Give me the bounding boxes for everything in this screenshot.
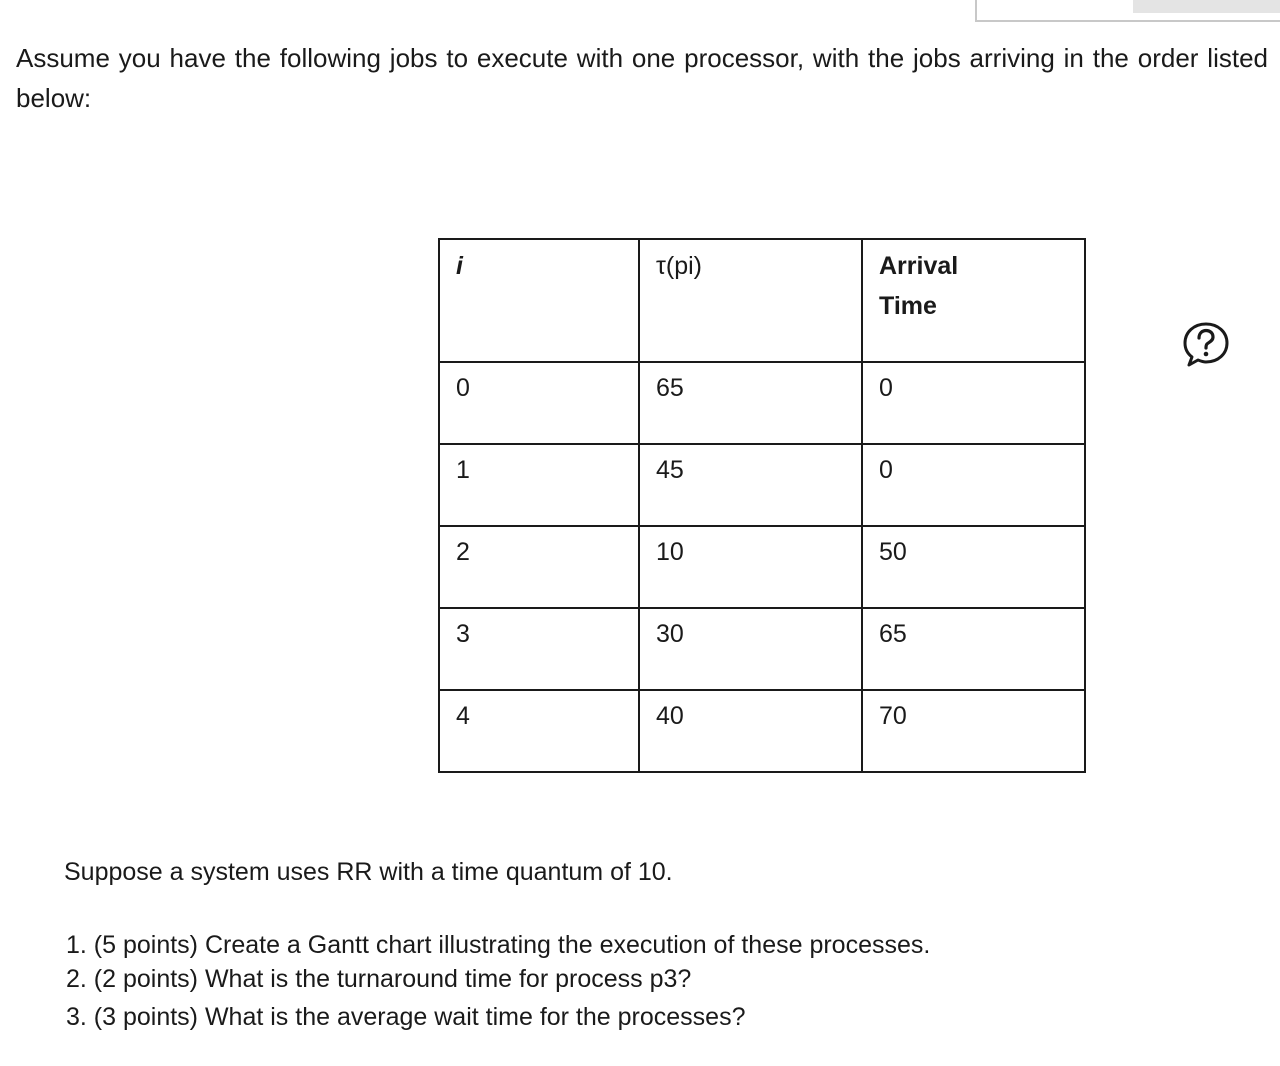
- rr-statement: Suppose a system uses RR with a time quantum of 10.: [64, 858, 673, 886]
- top-right-box-fill: [1133, 0, 1280, 13]
- table-row: [439, 362, 1085, 444]
- cell-i: 3: [439, 608, 639, 690]
- cell-i: 0: [439, 362, 639, 444]
- header-i: i: [439, 239, 639, 362]
- cell-burst: 10: [639, 526, 862, 608]
- cell-burst: 40: [639, 690, 862, 772]
- cell-arrival: 0: [862, 362, 1085, 444]
- cell-burst: 30: [639, 608, 862, 690]
- cell-i: 4: [439, 690, 639, 772]
- cell-arrival: 0: [862, 444, 1085, 526]
- table-row: [439, 444, 1085, 526]
- table-row: [439, 526, 1085, 608]
- table-row: [439, 608, 1085, 690]
- header-burst-time: τ(pi): [639, 239, 862, 362]
- cell-burst: 45: [639, 444, 862, 526]
- question-item: 2. (2 points) What is the turnaround time for process p3?: [66, 965, 692, 993]
- question-item: 3. (3 points) What is the average wait time for the processes?: [66, 1003, 746, 1031]
- cell-i: 2: [439, 526, 639, 608]
- table-header-row: [439, 239, 1085, 362]
- question-item: 1. (5 points) Create a Gantt chart illustrating the execution of these processes.: [66, 931, 931, 959]
- cell-arrival: 65: [862, 608, 1085, 690]
- cell-i: 1: [439, 444, 639, 526]
- cell-arrival: 70: [862, 690, 1085, 772]
- intro-paragraph: Assume you have the following jobs to execute with one processor, with the jobs arriving in the order listed below:: [16, 43, 1268, 113]
- cell-burst: 65: [639, 362, 862, 444]
- header-arrival-time: Arrival Time: [862, 239, 1085, 362]
- jobs-table: [438, 238, 1086, 773]
- questions-list: [66, 928, 930, 1034]
- help-question-bubble-icon[interactable]: [1181, 320, 1231, 368]
- table-row: [439, 690, 1085, 772]
- cell-arrival: 50: [862, 526, 1085, 608]
